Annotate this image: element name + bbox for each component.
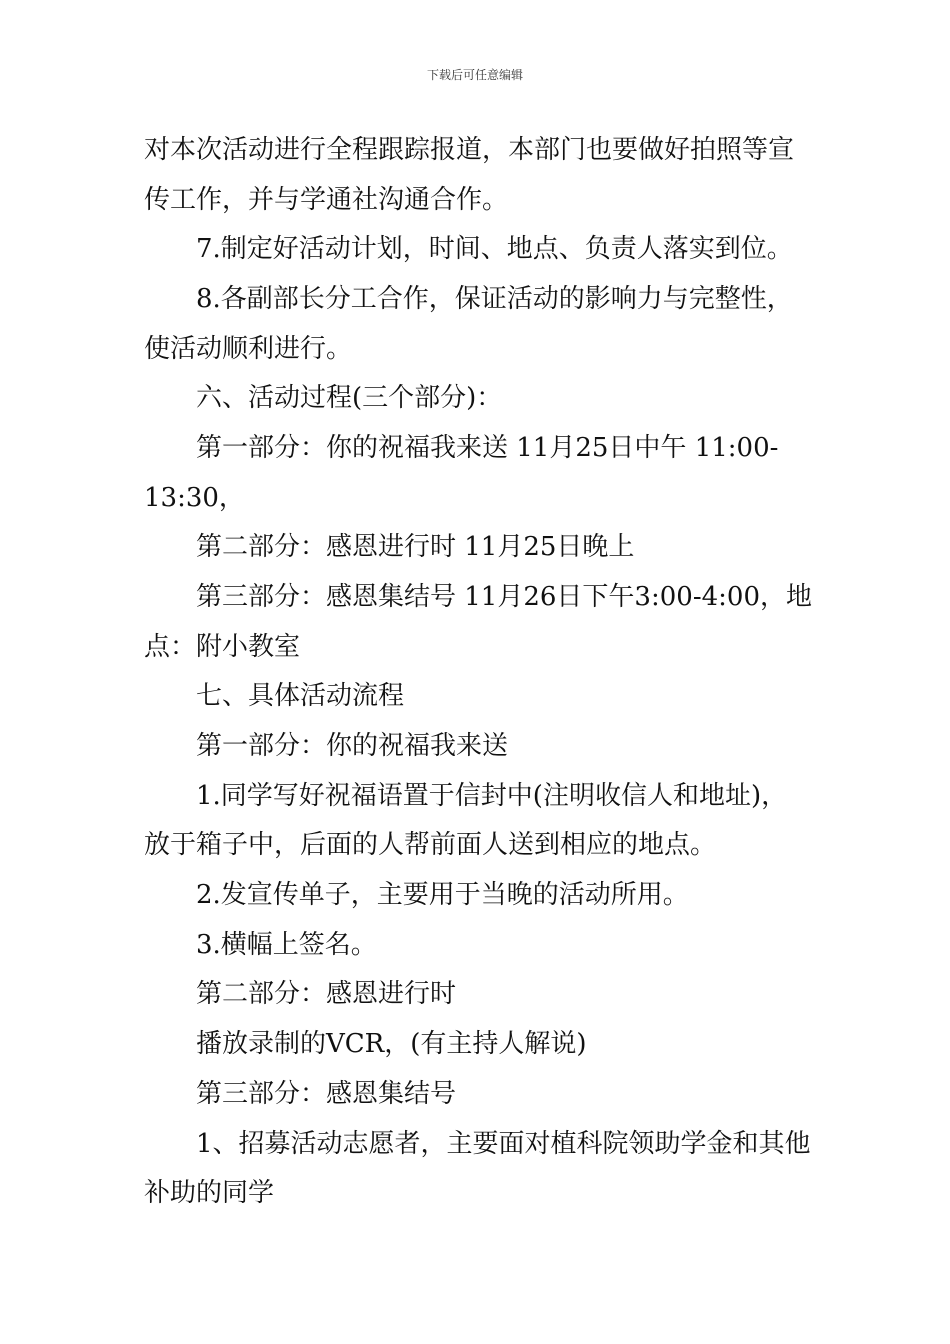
text-line: 点：附小教室 (144, 632, 301, 662)
text-line: 传工作，并与学通社沟通合作。 (144, 185, 509, 215)
text-line: 六、活动过程(三个部分)： (196, 383, 503, 413)
text-line: 使活动顺利进行。 (144, 334, 353, 364)
text-line: 7.制定好活动计划，时间、地点、负责人落实到位。 (196, 234, 793, 264)
text-line: 第一部分：你的祝福我来送 (196, 731, 509, 761)
header-note: 下载后可任意编辑 (426, 68, 523, 82)
text-line: 3.横幅上签名。 (196, 930, 377, 960)
text-line: 2.发宣传单子，主要用于当晚的活动所用。 (196, 880, 689, 910)
text-line: 8.各副部长分工合作，保证活动的影响力与完整性， (196, 284, 793, 314)
text-line: 1、招募活动志愿者，主要面对植科院领助学金和其他 (196, 1129, 811, 1159)
text-line: 放于箱子中，后面的人帮前面人送到相应的地点。 (144, 830, 717, 860)
text-line: 第二部分：感恩进行时 (196, 979, 457, 1009)
text-line: 第二部分：感恩进行时 11月25日晚上 (196, 532, 635, 562)
text-line: 补助的同学 (144, 1178, 275, 1208)
text-line: 第三部分：感恩集结号 11月26日下午3:00-4:00，地 (196, 582, 812, 612)
text-line: 1.同学写好祝福语置于信封中(注明收信人和地址)， (196, 781, 788, 811)
text-line: 第三部分：感恩集结号 (196, 1079, 457, 1109)
text-line: 13:30， (144, 483, 245, 513)
text-line: 对本次活动进行全程跟踪报道，本部门也要做好拍照等宣 (144, 135, 795, 165)
text-line: 第一部分：你的祝福我来送 11月25日中午 11:00- (196, 433, 779, 463)
text-line: 七、具体活动流程 (196, 681, 405, 711)
text-line: 播放录制的VCR，(有主持人解说) (196, 1029, 587, 1059)
